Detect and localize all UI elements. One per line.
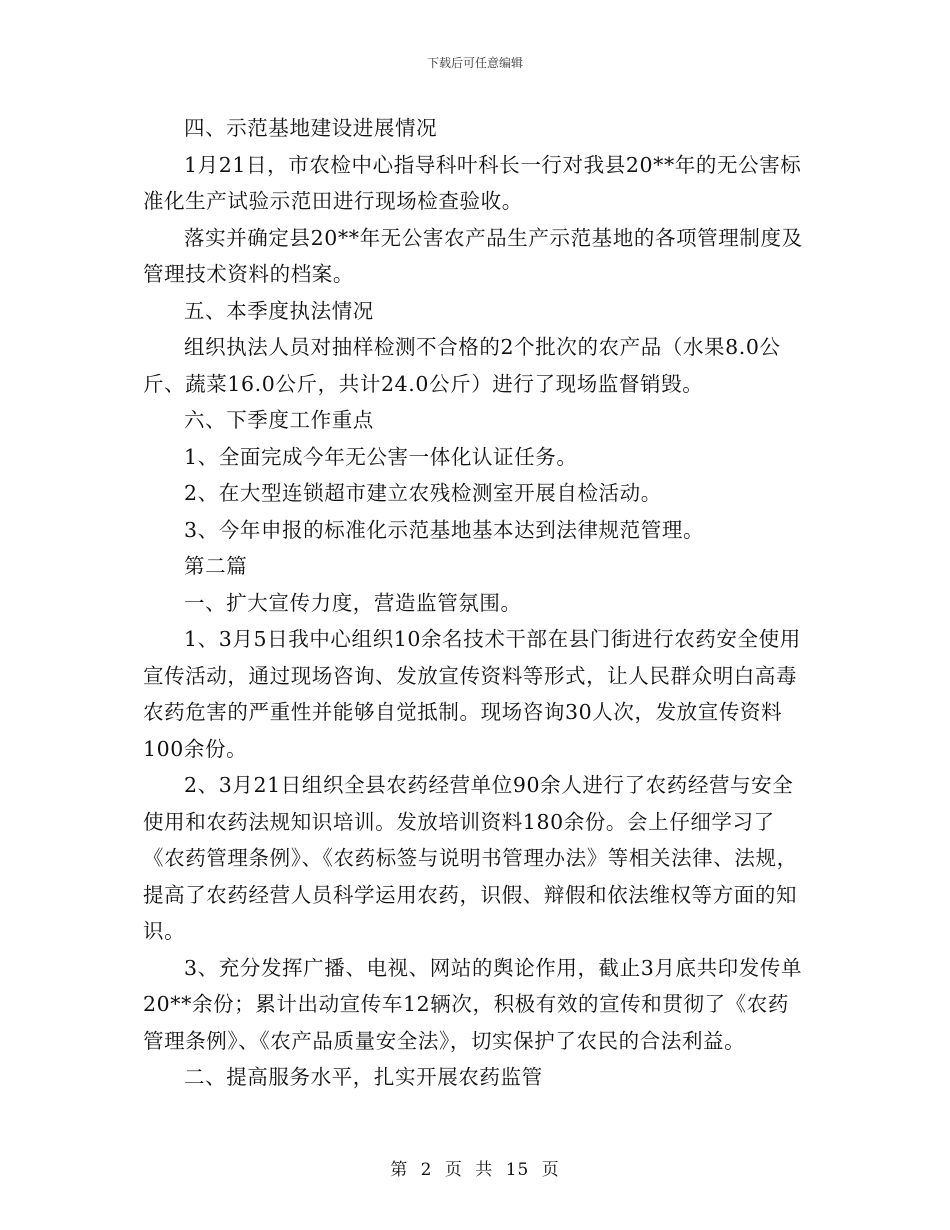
section-heading-law-enforcement: 五、本季度执法情况 xyxy=(184,298,374,323)
section-heading-service: 二、提高服务水平，扎实开展农药监管 xyxy=(184,1065,543,1089)
part-heading: 第二篇 xyxy=(184,554,248,578)
list-item: 2、在大型连锁超市建立农残检测室开展自检活动。 xyxy=(184,481,662,505)
section-heading-next-quarter: 六、下季度工作重点 xyxy=(184,408,374,432)
document-body xyxy=(143,110,808,1096)
section-heading-demo-base: 四、示范基地建设进展情况 xyxy=(184,116,438,140)
paragraph: 1月21日，市农检中心指导科叶科长一行对我县20**年的无公害标准化生产试验示范田进行现场检查验收。 xyxy=(143,152,802,213)
paragraph: 2、3月21日组织全县农药经营单位90余人进行了农药经营与安全使用和农药法规知识培训。发放培训资料180余份。会上仔细学习了《农药管理条例》、《农药标签与说明书管理办法》等相关法律、法规，提高了农药经营人员科学运用农药，识假、辩假和依法维权等方面的知识。 xyxy=(143,773,798,943)
page-header: 下载后可任意编辑 xyxy=(426,56,523,70)
list-item: 3、今年申报的标准化示范基地基本达到法律规范管理。 xyxy=(184,517,705,542)
list-item: 1、全面完成今年无公害一体化认证任务。 xyxy=(184,444,578,469)
page-footer: 第 2 页 共 15 页 xyxy=(390,1160,560,1180)
paragraph: 落实并确定县20**年无公害农产品生产示范基地的各项管理制度及管理技术资料的档案。 xyxy=(143,225,803,286)
paragraph: 组织执法人员对抽样检测不合格的2个批次的农产品（水果8.0公斤、蔬菜16.0公斤，共计24.0公斤）进行了现场监督销毁。 xyxy=(143,335,781,396)
section-heading-publicity: 一、扩大宣传力度，营造监管氛围。 xyxy=(184,590,522,615)
paragraph: 3、充分发挥广播、电视、网站的舆论作用，截止3月底共印发传单20**余份；累计出动宣传车12辆次，积极有效的宣传和贯彻了《农药管理条例》、《农产品质量安全法》，切实保护了农民的合法利益。 xyxy=(143,955,803,1053)
paragraph: 1、3月5日我中心组织10余名技术干部在县门街进行农药安全使用宣传活动，通过现场咨询、发放宣传资料等形式，让人民群众明白高毒农药危害的严重性并能够自觉抵制。现场咨询30人次，发放宣传资料100余份。 xyxy=(143,627,801,761)
